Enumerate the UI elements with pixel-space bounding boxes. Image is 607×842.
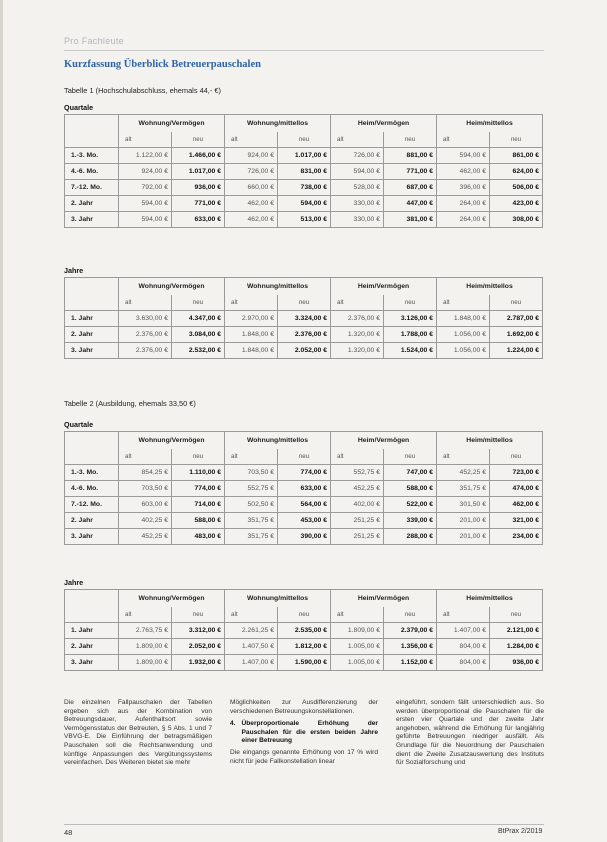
cell-old-rate: 402,25 € (119, 513, 172, 529)
cell-new-rate: 339,00 € (384, 513, 437, 529)
table-row (65, 623, 543, 639)
cell-old-rate: 2.376,00 € (119, 327, 172, 343)
row-label: 1.-3. Mo. (65, 148, 119, 164)
column-header-neu: neu (490, 132, 543, 148)
table-2-jahre (64, 589, 543, 671)
column-header-alt: alt (331, 132, 384, 148)
cell-old-rate: 726,00 € (331, 148, 384, 164)
header-corner (65, 115, 119, 133)
cell-new-rate: 747,00 € (384, 465, 437, 481)
cell-new-rate: 3.312,00 € (172, 623, 225, 639)
cell-new-rate: 1.590,00 € (278, 655, 331, 671)
column-header-alt: alt (225, 132, 278, 148)
table-row (65, 164, 543, 180)
row-label: 3. Jahr (65, 529, 119, 545)
table-row (65, 327, 543, 343)
group-header-row (65, 278, 543, 296)
cell-old-rate: 3.630,00 € (119, 311, 172, 327)
cell-new-rate: 594,00 € (278, 196, 331, 212)
group-header: Heim/Vermögen (331, 590, 437, 608)
cell-new-rate: 2.052,00 € (172, 639, 225, 655)
cell-old-rate: 1.122,00 € (119, 148, 172, 164)
cell-old-rate: 452,25 € (331, 481, 384, 497)
cell-old-rate: 1.848,00 € (225, 327, 278, 343)
cell-old-rate: 1.407,00 € (225, 655, 278, 671)
cell-new-rate: 1.224,00 € (490, 343, 543, 359)
cell-new-rate: 462,00 € (490, 497, 543, 513)
cell-old-rate: 1.809,00 € (119, 655, 172, 671)
cell-old-rate: 1.848,00 € (225, 343, 278, 359)
cell-new-rate: 2.121,00 € (490, 623, 543, 639)
cell-old-rate: 594,00 € (119, 196, 172, 212)
cell-old-rate: 1.809,00 € (331, 623, 384, 639)
table-row (65, 513, 543, 529)
cell-new-rate: 774,00 € (278, 465, 331, 481)
cell-old-rate: 660,00 € (225, 180, 278, 196)
column-header-neu: neu (384, 132, 437, 148)
cell-old-rate: 264,00 € (437, 196, 490, 212)
cell-old-rate: 396,00 € (437, 180, 490, 196)
table-row (65, 481, 543, 497)
cell-new-rate: 390,00 € (278, 529, 331, 545)
cell-old-rate: 2.763,75 € (119, 623, 172, 639)
subsection-title: Überproportionale Erhöhung der Pauschalen für die ersten beiden Jahre einer Betreuung (241, 720, 378, 745)
cell-new-rate: 234,00 € (490, 529, 543, 545)
group-header: Wohnung/Vermögen (119, 432, 225, 450)
sub-header-row (65, 132, 543, 148)
group-header: Wohnung/Vermögen (119, 115, 225, 133)
cell-old-rate: 1.056,00 € (437, 343, 490, 359)
cell-new-rate: 714,00 € (172, 497, 225, 513)
cell-old-rate: 1.320,00 € (331, 327, 384, 343)
cell-new-rate: 831,00 € (278, 164, 331, 180)
body-paragraph: Die einzelnen Fallpauschalen der Tabellen ergeben sich aus der Kombination von Betreuungsdauer, Aufenthaltsort sowie Vermögensstatus der Betreuten, § 5 Abs. 1 und 7 VBVG-E. Die Einführung der betragsmäßigen Pauschalen soll die Rechtsanwendung und künftige Anpassungen des Vergütungssystems vereinfachen. Des Weiteren bietet sie mehr (64, 699, 212, 767)
cell-old-rate: 1.005,00 € (331, 655, 384, 671)
cell-new-rate: 771,00 € (172, 196, 225, 212)
page-number: 48 (64, 828, 73, 837)
cell-new-rate: 1.466,00 € (172, 148, 225, 164)
group-header: Wohnung/mittellos (225, 115, 331, 133)
cell-old-rate: 552,75 € (331, 465, 384, 481)
row-label: 1.-3. Mo. (65, 465, 119, 481)
table-1-jahre (64, 277, 543, 359)
header-corner (65, 295, 119, 311)
cell-old-rate: 703,50 € (119, 481, 172, 497)
group-header: Heim/Vermögen (331, 432, 437, 450)
cell-old-rate: 792,00 € (119, 180, 172, 196)
subsection-number: 4. (230, 720, 236, 728)
table-2-quartale (64, 431, 543, 545)
column-header-neu: neu (172, 295, 225, 311)
cell-old-rate: 462,00 € (225, 212, 278, 228)
cell-old-rate: 264,00 € (437, 212, 490, 228)
table-row (65, 465, 543, 481)
cell-old-rate: 1.848,00 € (437, 311, 490, 327)
cell-old-rate: 1.809,00 € (119, 639, 172, 655)
footer-rule (64, 824, 544, 825)
table-row (65, 180, 543, 196)
cell-new-rate: 288,00 € (384, 529, 437, 545)
cell-old-rate: 1.407,50 € (225, 639, 278, 655)
row-label: 3. Jahr (65, 655, 119, 671)
header-corner (65, 278, 119, 296)
body-column-2 (230, 699, 378, 769)
cell-new-rate: 483,00 € (172, 529, 225, 545)
cell-new-rate: 1.356,00 € (384, 639, 437, 655)
row-label: 1. Jahr (65, 623, 119, 639)
row-label: 4.-6. Mo. (65, 164, 119, 180)
cell-new-rate: 321,00 € (490, 513, 543, 529)
table-row (65, 639, 543, 655)
group-header: Heim/Vermögen (331, 278, 437, 296)
column-header-neu: neu (278, 295, 331, 311)
cell-old-rate: 703,50 € (225, 465, 278, 481)
cell-new-rate: 1.812,00 € (278, 639, 331, 655)
cell-new-rate: 633,00 € (278, 481, 331, 497)
cell-old-rate: 351,75 € (225, 513, 278, 529)
cell-new-rate: 881,00 € (384, 148, 437, 164)
column-header-neu: neu (490, 295, 543, 311)
cell-new-rate: 453,00 € (278, 513, 331, 529)
cell-old-rate: 452,25 € (437, 465, 490, 481)
cell-new-rate: 2.376,00 € (278, 327, 331, 343)
cell-old-rate: 201,00 € (437, 513, 490, 529)
header-rule (64, 50, 544, 51)
row-label: 7.-12. Mo. (65, 497, 119, 513)
cell-new-rate: 522,00 € (384, 497, 437, 513)
running-head: Pro Fachleute (64, 36, 124, 46)
cell-old-rate: 301,50 € (437, 497, 490, 513)
table-2-jahre-label: Jahre (64, 578, 84, 587)
row-label: 7.-12. Mo. (65, 180, 119, 196)
cell-new-rate: 506,00 € (490, 180, 543, 196)
column-header-alt: alt (437, 132, 490, 148)
group-header: Heim/mittellos (437, 590, 543, 608)
cell-new-rate: 633,00 € (172, 212, 225, 228)
cell-old-rate: 462,00 € (437, 164, 490, 180)
table-1-quartale (64, 114, 543, 228)
cell-new-rate: 4.347,00 € (172, 311, 225, 327)
cell-old-rate: 1.407,00 € (437, 623, 490, 639)
page-title: Kurzfassung Überblick Betreuerpauschalen (64, 59, 261, 70)
column-header-neu: neu (172, 607, 225, 623)
table-row (65, 655, 543, 671)
journal-reference: BtPrax 2/2019 (498, 828, 543, 835)
cell-old-rate: 804,00 € (437, 655, 490, 671)
cell-new-rate: 774,00 € (172, 481, 225, 497)
cell-new-rate: 723,00 € (490, 465, 543, 481)
cell-new-rate: 1.152,00 € (384, 655, 437, 671)
group-header: Wohnung/Vermögen (119, 278, 225, 296)
cell-new-rate: 474,00 € (490, 481, 543, 497)
table-1-jahre-label: Jahre (64, 266, 84, 275)
cell-new-rate: 2.052,00 € (278, 343, 331, 359)
cell-old-rate: 528,00 € (331, 180, 384, 196)
table-row (65, 343, 543, 359)
table-row (65, 529, 543, 545)
row-label: 3. Jahr (65, 343, 119, 359)
cell-new-rate: 513,00 € (278, 212, 331, 228)
cell-new-rate: 3.324,00 € (278, 311, 331, 327)
table-row (65, 148, 543, 164)
body-paragraph: Die eingangs genannte Erhöhung von 17 % wird nicht für jede Fallkonstellation linear (230, 748, 378, 765)
body-column-3 (396, 699, 544, 771)
cell-old-rate: 552,75 € (225, 481, 278, 497)
cell-old-rate: 330,00 € (331, 212, 384, 228)
cell-new-rate: 2.379,00 € (384, 623, 437, 639)
row-label: 2. Jahr (65, 196, 119, 212)
cell-new-rate: 738,00 € (278, 180, 331, 196)
cell-new-rate: 588,00 € (172, 513, 225, 529)
table-1-caption: Tabelle 1 (Hochschulabschluss, ehemals 44,- €) (64, 86, 221, 95)
group-header: Wohnung/mittellos (225, 432, 331, 450)
header-corner (65, 607, 119, 623)
table-row (65, 196, 543, 212)
cell-new-rate: 423,00 € (490, 196, 543, 212)
column-header-alt: alt (331, 449, 384, 465)
column-header-alt: alt (119, 449, 172, 465)
group-header-row (65, 115, 543, 133)
cell-new-rate: 1.932,00 € (172, 655, 225, 671)
cell-new-rate: 1.524,00 € (384, 343, 437, 359)
cell-old-rate: 594,00 € (331, 164, 384, 180)
cell-old-rate: 854,25 € (119, 465, 172, 481)
column-header-neu: neu (278, 449, 331, 465)
cell-new-rate: 1.017,00 € (172, 164, 225, 180)
cell-old-rate: 330,00 € (331, 196, 384, 212)
column-header-alt: alt (225, 295, 278, 311)
cell-new-rate: 1.110,00 € (172, 465, 225, 481)
cell-old-rate: 603,00 € (119, 497, 172, 513)
sub-header-row (65, 449, 543, 465)
table-2-caption: Tabelle 2 (Ausbildung, ehemals 33,50 €) (64, 399, 196, 408)
page-edge (0, 0, 3, 842)
body-paragraph: eingeführt, sondern fällt unterschiedlich aus. So werden überproportional die Pauschalen für die ersten vier Quartale und der zweite Jahr angehoben, während die Erhöhung für langjährig geführte Betreuungen niedriger ausfällt. Als Grundlage für die Neuordnung der Pauschalen dient die Zweite Zusatzauswertung des Instituts für Sozialforschung und (396, 699, 544, 767)
table-row (65, 497, 543, 513)
cell-new-rate: 381,00 € (384, 212, 437, 228)
column-header-neu: neu (384, 295, 437, 311)
group-header-row (65, 432, 543, 450)
column-header-alt: alt (225, 449, 278, 465)
cell-new-rate: 771,00 € (384, 164, 437, 180)
column-header-alt: alt (119, 607, 172, 623)
column-header-neu: neu (278, 132, 331, 148)
table-1-quartale-label: Quartale (64, 103, 94, 112)
column-header-neu: neu (384, 449, 437, 465)
cell-old-rate: 1.005,00 € (331, 639, 384, 655)
cell-new-rate: 564,00 € (278, 497, 331, 513)
cell-new-rate: 861,00 € (490, 148, 543, 164)
cell-old-rate: 594,00 € (437, 148, 490, 164)
body-column-1 (64, 699, 212, 771)
cell-old-rate: 1.320,00 € (331, 343, 384, 359)
table-2-quartale-label: Quartale (64, 420, 94, 429)
table-row (65, 212, 543, 228)
column-header-alt: alt (331, 607, 384, 623)
cell-new-rate: 2.532,00 € (172, 343, 225, 359)
cell-new-rate: 936,00 € (490, 655, 543, 671)
column-header-alt: alt (225, 607, 278, 623)
cell-old-rate: 351,75 € (225, 529, 278, 545)
cell-new-rate: 1.692,00 € (490, 327, 543, 343)
subsection-heading (230, 720, 378, 746)
cell-new-rate: 1.017,00 € (278, 148, 331, 164)
group-header: Heim/mittellos (437, 278, 543, 296)
cell-old-rate: 502,50 € (225, 497, 278, 513)
cell-old-rate: 924,00 € (119, 164, 172, 180)
column-header-neu: neu (490, 449, 543, 465)
body-paragraph: Möglichkeiten zur Ausdifferenzierung der verschiedenen Betreuungskonstellationen. (230, 699, 378, 715)
cell-new-rate: 1.788,00 € (384, 327, 437, 343)
row-label: 4.-6. Mo. (65, 481, 119, 497)
cell-new-rate: 2.535,00 € (278, 623, 331, 639)
cell-old-rate: 251,25 € (331, 529, 384, 545)
cell-new-rate: 447,00 € (384, 196, 437, 212)
group-header: Heim/mittellos (437, 432, 543, 450)
cell-old-rate: 2.376,00 € (331, 311, 384, 327)
cell-new-rate: 936,00 € (172, 180, 225, 196)
column-header-alt: alt (119, 132, 172, 148)
cell-new-rate: 624,00 € (490, 164, 543, 180)
row-label: 1. Jahr (65, 311, 119, 327)
row-label: 2. Jahr (65, 327, 119, 343)
group-header: Wohnung/mittellos (225, 590, 331, 608)
cell-new-rate: 3.126,00 € (384, 311, 437, 327)
header-corner (65, 432, 119, 450)
row-label: 2. Jahr (65, 639, 119, 655)
cell-old-rate: 2.261,25 € (225, 623, 278, 639)
row-label: 3. Jahr (65, 212, 119, 228)
cell-new-rate: 3.084,00 € (172, 327, 225, 343)
table-row (65, 311, 543, 327)
group-header: Wohnung/mittellos (225, 278, 331, 296)
header-corner (65, 132, 119, 148)
cell-old-rate: 402,00 € (331, 497, 384, 513)
group-header: Heim/mittellos (437, 115, 543, 133)
sub-header-row (65, 607, 543, 623)
header-corner (65, 590, 119, 608)
column-header-neu: neu (172, 449, 225, 465)
group-header: Wohnung/Vermögen (119, 590, 225, 608)
column-header-neu: neu (278, 607, 331, 623)
cell-old-rate: 726,00 € (225, 164, 278, 180)
cell-new-rate: 1.284,00 € (490, 639, 543, 655)
cell-new-rate: 2.787,00 € (490, 311, 543, 327)
group-header: Heim/Vermögen (331, 115, 437, 133)
cell-new-rate: 687,00 € (384, 180, 437, 196)
cell-old-rate: 2.376,00 € (119, 343, 172, 359)
column-header-neu: neu (384, 607, 437, 623)
cell-old-rate: 251,25 € (331, 513, 384, 529)
cell-old-rate: 1.056,00 € (437, 327, 490, 343)
cell-old-rate: 462,00 € (225, 196, 278, 212)
cell-new-rate: 588,00 € (384, 481, 437, 497)
cell-new-rate: 308,00 € (490, 212, 543, 228)
cell-old-rate: 452,25 € (119, 529, 172, 545)
cell-old-rate: 804,00 € (437, 639, 490, 655)
cell-old-rate: 201,00 € (437, 529, 490, 545)
header-corner (65, 449, 119, 465)
cell-old-rate: 924,00 € (225, 148, 278, 164)
sub-header-row (65, 295, 543, 311)
column-header-alt: alt (437, 449, 490, 465)
column-header-alt: alt (437, 607, 490, 623)
column-header-neu: neu (172, 132, 225, 148)
column-header-alt: alt (331, 295, 384, 311)
row-label: 2. Jahr (65, 513, 119, 529)
cell-old-rate: 594,00 € (119, 212, 172, 228)
column-header-neu: neu (490, 607, 543, 623)
cell-old-rate: 2.970,00 € (225, 311, 278, 327)
column-header-alt: alt (437, 295, 490, 311)
cell-old-rate: 351,75 € (437, 481, 490, 497)
column-header-alt: alt (119, 295, 172, 311)
group-header-row (65, 590, 543, 608)
